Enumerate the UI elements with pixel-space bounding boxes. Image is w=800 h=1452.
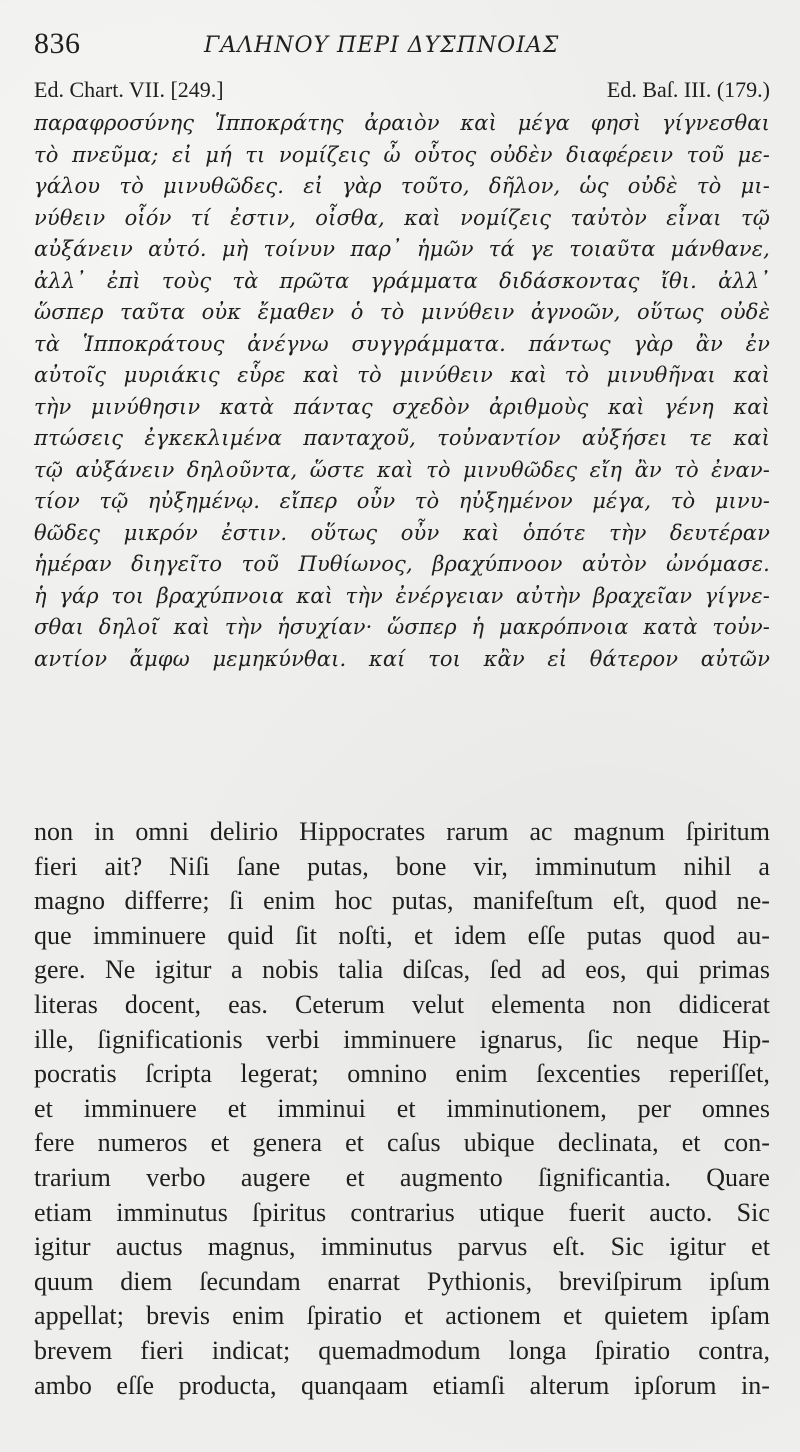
latin-text-line: non in omni delirio Hippocrates rarum ac magnum ſpiritum bbox=[34, 817, 770, 846]
greek-text-line: τὴν μινύθησιν κατὰ πάντας σχεδὸν ἀριθμοὺς καὶ γένη καὶ bbox=[34, 394, 770, 419]
greek-text-line: τίον τῷ ηὐξημένῳ. εἴπερ οὖν τὸ ηὐξημένον μέγα, τὸ μινυ- bbox=[34, 489, 770, 513]
greek-text-line: ἀλλ᾽ ἐπὶ τοὺς τὰ πρῶτα γράμματα διδάσκοντας ἴθι. ἀλλ᾽ bbox=[34, 268, 770, 293]
greek-text-line: τῷ αὐξάνειν δηλοῦντα, ὥστε καὶ τὸ μινυθῶδες εἴη ἂν τὸ ἐναν- bbox=[34, 457, 770, 482]
latin-text-line: fere numeros et genera et caſus ubique declinata, et con- bbox=[34, 1128, 770, 1158]
greek-text-line: σθαι δηλοῖ καὶ τὴν ἡσυχίαν· ὥσπερ ἡ μακρόπνοια κατὰ τοὐν- bbox=[34, 615, 770, 639]
latin-text-line: fieri ait? Niſi ſane putas, bone vir, imminutum nihil a bbox=[34, 851, 770, 881]
greek-text-line: πτώσεις ἐγκεκλιμένα πανταχοῦ, τοὐναντίον αὐξήσει τε καὶ bbox=[34, 426, 770, 450]
greek-text-line: αντίον ἄμφω μεμηκύνθαι. καί τοι κἂν εἰ θάτερον αὐτῶν bbox=[34, 646, 770, 671]
greek-text-line: ὥσπερ ταῦτα οὐκ ἔμαθεν ὁ τὸ μινύθειν ἀγνοῶν, οὕτως οὐδὲ bbox=[34, 300, 770, 324]
latin-text-line: que imminuere quid ſit noſti, et idem eſſe putas quod au- bbox=[34, 920, 770, 950]
greek-text-line: ἡ γάρ τοι βραχύπνοια καὶ τὴν ἐνέργειαν αὐτὴν βραχεῖαν γίγνε- bbox=[34, 583, 770, 608]
edition-reference-line bbox=[34, 76, 770, 104]
latin-text-block bbox=[34, 815, 770, 1403]
latin-text-line: literas docent, eas. Ceterum velut elementa non didicerat bbox=[34, 989, 770, 1019]
greek-text-line: ἡμέραν διηγεῖτο τοῦ Πυθίωνος, βραχύπνοον αὐτὸν ὠνόμασε. bbox=[34, 552, 770, 576]
greek-text-line: αὐτοῖς μυριάκις εὗρε καὶ τὸ μινύθειν καὶ τὸ μινυθῆναι καὶ bbox=[34, 363, 770, 387]
greek-text-line: παραφροσύνης Ἱπποκράτης ἀραιὸν καὶ μέγα φησὶ γίγνεσθαι bbox=[34, 111, 770, 135]
latin-text-line: ille, ſignificationis verbi imminuere ignarus, ſic neque Hip- bbox=[34, 1024, 770, 1054]
greek-text-line: τὰ Ἱπποκράτους ἀνέγνω συγγράμματα. πάντως γὰρ ἂν ἐν bbox=[34, 331, 770, 356]
section-gap bbox=[34, 736, 770, 806]
latin-text-line: brevem fieri indicat; quemadmodum longa ſpiratio contra, bbox=[34, 1335, 770, 1365]
edition-reference-left: Ed. Chart. VII. [249.] bbox=[34, 77, 224, 102]
running-title: ΓΑΛΗΝΟΥ ΠΕΡΙ ΔΥΣΠΝΟΙΑΣ bbox=[204, 33, 560, 58]
edition-reference-right: Ed. Baſ. III. (179.) bbox=[606, 77, 770, 102]
latin-text-line: quum diem ſecundam enarrat Pythionis, breviſpirum ipſum bbox=[34, 1266, 770, 1296]
greek-text-line: αὐξάνειν αὐτό. μὴ τοίνυν παρ᾽ ἡμῶν τά γε τοιαῦτα μάνθανε, bbox=[34, 237, 770, 261]
latin-text-line: pocratis ſcripta legerat; omnino enim ſexcenties reperiſſet, bbox=[34, 1059, 770, 1089]
latin-text-line: appellat; brevis enim ſpiratio et actionem et quietem ipſam bbox=[34, 1301, 770, 1331]
latin-text-line: trarium verbo augere et augmento ſignificantia. Quare bbox=[34, 1162, 770, 1192]
greek-text-block bbox=[34, 108, 770, 675]
running-head bbox=[34, 28, 770, 62]
greek-text-line: θῶδες μικρόν ἐστιν. οὕτως οὖν καὶ ὁπότε τὴν δευτέραν bbox=[34, 520, 770, 545]
latin-text-line: magno differre; ſi enim hoc putas, manifeſtum eſt, quod ne- bbox=[34, 886, 770, 916]
latin-text-line: gere. Ne igitur a nobis talia diſcas, ſed ad eos, qui primas bbox=[34, 955, 770, 985]
latin-text-line: et imminuere et imminui et imminutionem, per omnes bbox=[34, 1093, 770, 1123]
latin-text-line: ambo eſſe producta, quanqaam etiamſi alterum ipſorum in- bbox=[34, 1370, 770, 1400]
greek-text-line: γάλου τὸ μινυθῶδες. εἰ γὰρ τοῦτο, δῆλον, ὡς οὐδὲ τὸ μι- bbox=[34, 174, 770, 198]
latin-text-line: igitur auctus magnus, imminutus parvus eſt. Sic igitur et bbox=[34, 1232, 770, 1262]
page-number: 836 bbox=[34, 27, 81, 60]
greek-text-line: τὸ πνεῦμα; εἰ μή τι νομίζεις ὦ οὗτος οὐδὲν διαφέρειν τοῦ με- bbox=[34, 142, 770, 167]
latin-text-line: etiam imminutus ſpiritus contrarius utique fuerit aucto. Sic bbox=[34, 1197, 770, 1227]
greek-text-line: νύθειν οἷόν τί ἐστιν, οἶσθα, καὶ νομίζεις ταὐτὸν εἶναι τῷ bbox=[34, 205, 770, 230]
